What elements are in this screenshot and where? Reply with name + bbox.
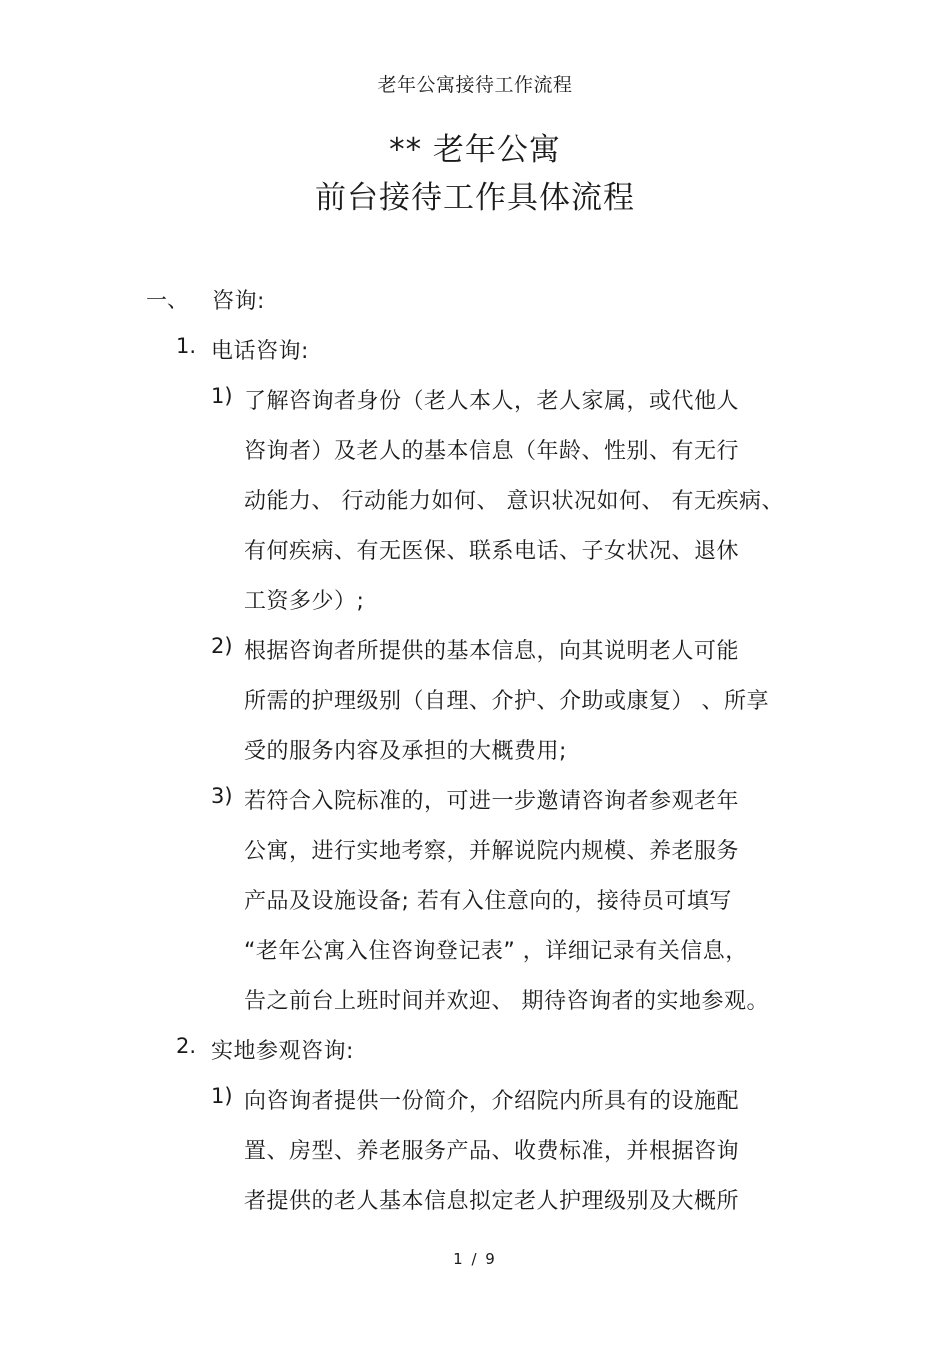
item-heading: 电话咨询: <box>211 339 309 364</box>
paragraph-line: 告之前台上班时间并欢迎、 期待咨询者的实地参观。 <box>244 989 769 1014</box>
document-title-line-2: 前台接待工作具体流程 <box>315 180 635 216</box>
paragraph-line: 有何疾病、有无医保、联系电话、子女状况、退休 <box>244 539 740 564</box>
paragraph-line: 置、房型、养老服务产品、收费标准，并根据咨询 <box>244 1139 740 1164</box>
section-heading: 咨询: <box>212 289 265 314</box>
subitem-marker: 3) <box>211 784 233 808</box>
paragraph-line: 咨询者）及老人的基本信息（年龄、性别、有无行 <box>244 439 740 464</box>
subitem-marker: 2) <box>211 634 233 658</box>
paragraph-line: 工资多少）; <box>244 589 365 614</box>
paragraph-line: 了解咨询者身份（老人本人，老人家属，或代他人 <box>244 389 740 414</box>
page-number: 1 / 9 <box>453 1250 497 1268</box>
paragraph-line: 向咨询者提供一份简介，介绍院内所具有的设施配 <box>244 1089 740 1114</box>
item-number: 2. <box>176 1034 197 1058</box>
paragraph-line: 公寓，进行实地考察，并解说院内规模、养老服务 <box>244 839 740 864</box>
paragraph-line: 受的服务内容及承担的大概费用; <box>244 739 567 764</box>
paragraph-line: 动能力、 行动能力如何、 意识状况如何、 有无疾病、 <box>244 489 784 514</box>
subitem-marker: 1) <box>211 384 233 408</box>
section-marker: 一、 <box>146 288 188 312</box>
paragraph-line: 根据咨询者所提供的基本信息，向其说明老人可能 <box>244 639 740 664</box>
paragraph-line: 产品及设施设备; 若有入住意向的，接待员可填写 <box>244 889 732 914</box>
paragraph-line: 所需的护理级别（自理、介护、介助或康复） 、所享 <box>244 689 769 714</box>
paragraph-line: “老年公寓入住咨询登记表” ，详细记录有关信息， <box>244 939 748 964</box>
paragraph-line: 若符合入院标准的，可进一步邀请咨询者参观老年 <box>244 789 740 814</box>
document-title-line-1: ** 老年公寓 <box>389 132 561 168</box>
item-heading: 实地参观咨询: <box>211 1039 354 1064</box>
subitem-marker: 1) <box>211 1084 233 1108</box>
running-header: 老年公寓接待工作流程 <box>377 74 573 96</box>
paragraph-line: 者提供的老人基本信息拟定老人护理级别及大概所 <box>244 1189 740 1214</box>
item-number: 1. <box>176 334 197 358</box>
